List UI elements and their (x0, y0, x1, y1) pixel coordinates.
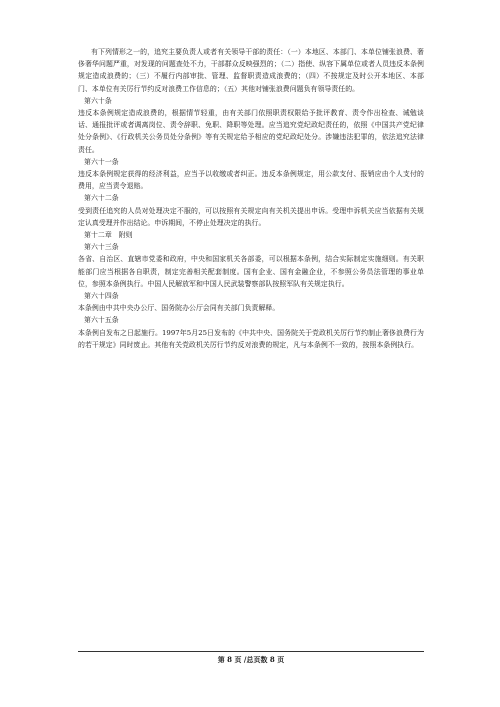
document-body (78, 46, 424, 351)
paragraph-article-60: 违反本条例规定造成浪费的，根据情节轻重，由有关部门依照职责权限给予批评教育、责令作出检查、诫勉谈话、通报批评或者调离岗位、责令辞职、免职、降职等处理。应当追究党纪政纪责任的，依照《中国共产党纪律处分条例》、《行政机关公务员处分条例》等有关规定给予相应的党纪政纪处分。涉嫌违法犯罪的，依法追究法律责任。 (78, 109, 424, 154)
chapter-heading-12: 第十二章 附则 (84, 231, 133, 240)
page-number-label: 第 8 页 /总页数 8 页 (217, 655, 285, 664)
article-heading-64: 第六十四条 (84, 292, 119, 301)
article-heading-65: 第六十五条 (84, 316, 119, 325)
article-heading-63: 第六十三条 (84, 243, 119, 252)
article-heading-61: 第六十一条 (84, 157, 119, 166)
paragraph-article-65: 本条例自发布之日起施行。1997年5月25日发布的《中共中央、国务院关于党政机关厉行节约制止奢侈浪费行为的若干规定》同时废止。其他有关党政机关厉行节约反对浪费的规定，凡与本条例不一致的，按照本条例执行。 (78, 328, 424, 349)
paragraph-article-63: 各省、自治区、直辖市党委和政府，中央和国家机关各部委，可以根据本条例，结合实际制定实施细则。有关职能部门应当根据各自职责，制定完善相关配套制度。国有企业、国有金融企业，不参照公务员法管理的事业单位，参照本条例执行。中国人民解放军和中国人民武装警察部队按照军队有关规定执行。 (78, 255, 424, 288)
paragraph-responsibility-cases: 有下列情形之一的，追究主要负责人或者有关领导干部的责任：（一）本地区、本部门、本单位铺张浪费、奢侈奢华问题严重，对发现的问题查处不力，干部群众反映强烈的；（二）指使、纵容下属单位或者人员违反本条例规定造成浪费的；（三）不履行内部审批、管理、监督职责造成浪费的；（四）不按规定及时公开本地区、本部门、本单位有关厉行节约反对浪费工作信息的；（五）其他对铺张浪费问题负有领导责任的。 (78, 48, 424, 93)
paragraph-article-61: 违反本条例规定获得的经济利益，应当予以收缴或者纠正。违反本条例规定，用公款支付、报销应由个人支付的费用，应当责令退赔。 (78, 170, 424, 191)
article-heading-62: 第六十二条 (84, 194, 119, 203)
article-heading-60: 第六十条 (84, 96, 112, 105)
paragraph-article-64: 本条例由中共中央办公厅、国务院办公厅会同有关部门负责解释。 (78, 304, 280, 313)
page-footer (78, 655, 424, 665)
paragraph-article-62: 受到责任追究的人员对处理决定不服的，可以按照有关规定向有关机关提出申诉。受理申诉机关应当依据有关规定认真受理并作出结论。申诉期间，不停止处理决定的执行。 (78, 206, 424, 227)
footer-divider (78, 651, 424, 652)
